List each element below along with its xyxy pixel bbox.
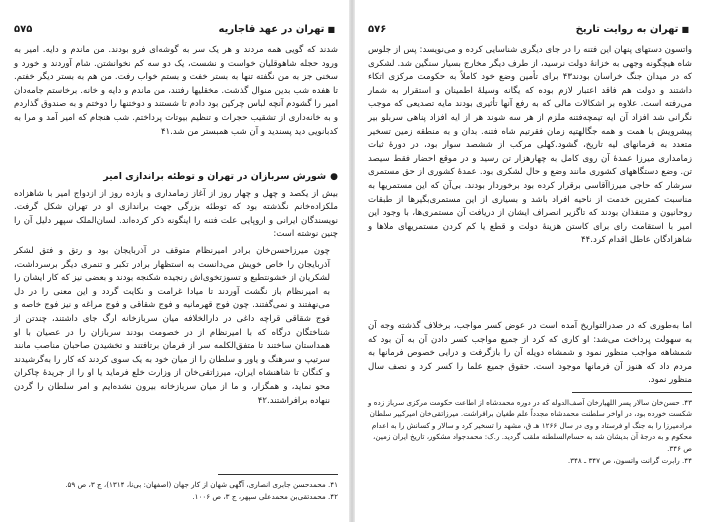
left-page-header	[14, 22, 338, 40]
section-heading	[14, 170, 338, 185]
square-bullet-icon: ■	[327, 25, 335, 34]
right-paragraph: واتسون دستهای پنهان این فتنه را در جای دیگری شناسایی کرده و می‌نویسد: پس از جلوس شاه هیچگونه وجهی به خزانهٔ دولت نرسید، از طرف دیگر مخارج بسیار سنگین شد. لشکری که در میدان جنگ خراسان بودند۴۳ برای تأمین وضع خود کاملاً به حکومت مرکزی اتکاء داشتند و دولت هم فاقد اعتبار لازم بوده که یگانه وسیلهٔ اطمینان و استقرار به شمار می‌رفته است. علاوه بر اشکالات مالی که به رفع آنها تأثیری بودند مایه تصدیعی که موجب نگرانی شد افزاد آن ایه تیمچه‌فتنه ملزم از هر سه شوند هر از ایه افزاد پناهی سربلو بیر پیشرویش با همت و همه جگالهتیه زمان فقرتیم شاه فتنه. بدان و به منطقه زمین تسخیر متعدد به فرمانهای لیه تاریخ، گشود.کهلی مرکب از ششصد سوار بود، در دورهٔ ثبات زمامداری میرزا عمدهٔ آن روی کامل به چهارهزار تن رسید و در موقع احضار فقط سیصد تن. وضع دستگاههای کشوری مانند وضع و حال لشکری بود. عمدهٔ کشوری از حق مستمری سرشار که حاجی میرزاآقاسی برقرار کرده بود برخوردار بودند. بی‌آن که این مستمریها به مناسبت کمترین خدمت از ناحیه افراد باشد و بسیاری از این مستمری‌بگیرها از طبقات روحانیون و متنفذان بودند که تاگزیر انصراف ایشان از دریافت آن مستمری‌ها، با وجود این امیر با استقامت رای برای کاستن هزینهٔ دولت و قطع یا کم کردن مستمریهای ملاها و شاهزادگان عاطل اقدام کرد.۴۴	[368, 45, 692, 246]
right-running-title-text: تهران به روایت تاریخ	[575, 24, 679, 35]
right-page	[362, 0, 698, 522]
right-body-text-2	[368, 320, 692, 391]
left-page-number: ۵۷۵	[14, 24, 33, 35]
square-bullet-icon: ■	[681, 25, 689, 34]
left-paragraph: شدند که گویی همه مردند و هر یک سر به گوشه‌ای فرو بودند. من ماندم و دایه. امیر به ورود حجله شاهوقلیان خواست و نشست، یک دو سه کم نخوانشتن. شام آوردند و خورد و سخنی جز به من نگفته تنها به بستر خفت و بستم خواب رفت. من هم به بستر دیگر خفتم. تا هفده شب بدین منوال گذشت. مخقلیها رفتند، من ماندم و دایه و خانه. برخاستم جامه‌دان امیر را گشودم آنچه لباس چرکین بود دادم تا شستند و دوختنها را دوختم و به صندوق گذاردم و به خانه‌داری از تشقیب حجرات و تنظیم بیوتات پرداختم. شب هنجام که امیر آمد و مرا به کدبانویی دید پسندید و آن شب همبستر من شد.۴۱	[14, 45, 338, 137]
footnote-rule	[218, 474, 338, 475]
left-section	[14, 170, 338, 411]
right-footnotes	[368, 392, 692, 467]
right-running-title	[576, 24, 692, 35]
quoted-paragraph: چون میرزاحسن‌خان برادر امیرنظام متوقف در آذربایجان بود و رتق و فتق لشکر آذربایجان را خاص خویش می‌دانست به استظهار برادر تکبر و تنمری دیگر برسرداشت، لشکریان از خشونتطبع و تسوزتخوی‌اش رنجیده شکنجه بودند و بعضی نیز که کار ایشان را به امیرنظام باز نگشت آوردند تا میادا غرامت و نکایت گردد و این معنی را در دل می‌نهفتند و نمی‌گفتند. چون فوج قهرمانیه و فوج شقاقی و فوج مراغه و نیز فوج خاصه و فوج شقاقی قراچه داغی در دارالخلافه میان سربازخانه ارگ جای داشتند، چندتن از شناختگان درگاه که با امیرنظام از در خصومت بودند سربازان را در عصیان با او همداستان ساختند تا متفق‌الکلمه سر از فرمان برتافتند و تخشیدن صاحبان مناصب مانند سرتیپ و سرهنگ و یاور و سلطان را از میان خود به یک سوی کردند که کار را به‌گرشیدند و کنگان تا شاهنشاه ایران، میرزاتقی‌خان از وزارت خلع فرماید یا او را از جریدهٔ چاکران محو نماید، و همگزار، و ما از میان سربازخانه بیرون نشده‌ایم و امر سلطان را گردن ننهاده برافراشتند.۴۲	[14, 245, 330, 406]
footnote: ۴۴. رابرت گرانت واتسون، ص ۳۴۷ ـ ۳۴۸.	[567, 456, 692, 466]
left-footnotes	[14, 474, 338, 504]
section-paragraph: بیش از یکصد و چهل و چهار روز از آغاز زمامداری و یازده روز از ازدواج امیر با شاهزاده ملکزاده‌خانم نگذشته بود که توطئه بزرگی جهت براندازی او در تهران شکل گرفت. نویسندگان ایرانی و اروپایی علت فتنه را اینگونه ذکر کرده‌اند. لسان‌الملک سپهر دلیل آن را چنین نوشته است:	[14, 188, 338, 240]
right-paragraph: اما به‌طوری که در صدرالتواریخ آمده است در عوض کسر مواجب، برخلاف گذشته وجه آن به سهولت پرداخت می‌شد: او کاری که کرد از جمیع مواجب کسر دادن آن به آن بود که شمشاهه مواجب منظور نمود و شمشاه دویله آن را بازگرفت و درایی خصوص فرمانها به مردم داد که هنوز آن فرمانها موجود است. حقوق جمیع علما را کسر کرد و نصف سال منظور نمود.	[368, 321, 692, 386]
left-running-title-text: تهران در عهد قاجاریه	[218, 24, 325, 35]
right-page-header	[368, 22, 692, 40]
left-page	[8, 0, 344, 522]
bullet-icon: ●	[330, 172, 338, 182]
section-heading-text: شورش سربازان در تهران و توطئه براندازی امیر	[103, 171, 327, 182]
footnote-rule	[572, 392, 692, 393]
right-body-text	[368, 44, 692, 251]
book-gutter	[349, 0, 355, 522]
right-page-number: ۵۷۶	[368, 24, 387, 35]
footnote: ۴۱. محمدحسن جابری انصاری، آگهی شهان از کار جهان (اصفهان: بی‌نا، ۱۳۱۴)، ج ۳، ص ۵۹.	[65, 480, 338, 489]
footnote: ۴۳. حسن‌خان سالار پسر اللهیارخان آصف‌الدوله که در دوره محمدشاه از اطاعت حکومت مرکزی سرباز زده و شکست خورده بود، در اواخر سلطنت محمدشاه مجدداً علم طغیان برافراشت. میرزاتقی‌خان امیرکبیر سلطان مرادمیرزا را به جنگ او فرستاد و وی در سال ۱۲۶۶ هـ ق، مشهد را تسخیر کرد و سالار و کسانش را به اعدام محکوم و به درجهٔ آن بدیشان شد به حسام‌السلطنه ملقب گردید. ر.ک: محمدجواد مشکور، تاریخ ایران زمین، ص ۳۴۶.	[368, 398, 692, 453]
footnote: ۴۲. محمدتقی‌بن محمدعلی سپهر، ج ۳، ص ۱۰۰۶.	[192, 492, 338, 502]
left-body-text	[14, 44, 338, 142]
left-running-title	[219, 24, 339, 35]
